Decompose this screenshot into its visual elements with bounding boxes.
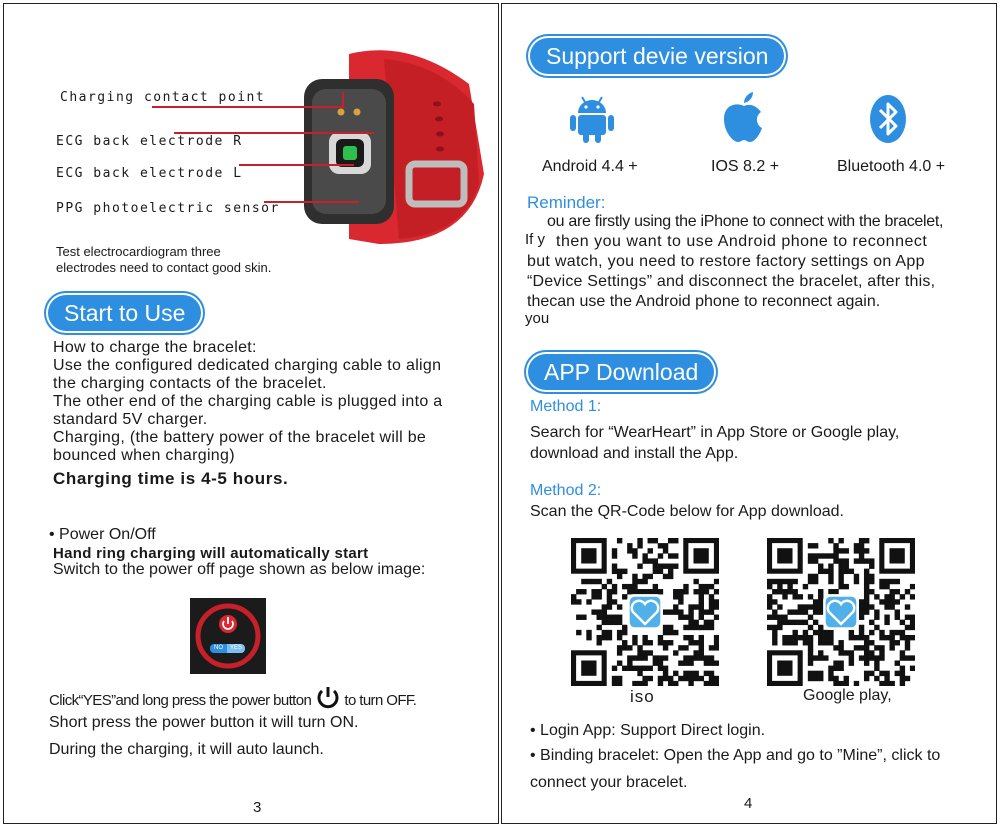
reminder-line: but watch, you need to restore factory settings on App bbox=[527, 253, 925, 270]
binding-text: Binding bracelet: Open the App and go to ”Mine”, click to bbox=[540, 747, 941, 764]
text-line: Use the configured dedicated charging cable to align bbox=[53, 357, 442, 374]
power-switch-line: Switch to the power off page shown as below image: bbox=[53, 561, 426, 578]
method1-title: Method 1: bbox=[530, 398, 602, 415]
login-bullet bbox=[530, 722, 765, 740]
note-line: electrodes need to contact good skin. bbox=[56, 260, 272, 275]
bluetooth-icon bbox=[868, 94, 908, 144]
power-icon bbox=[315, 685, 341, 711]
yes-button[interactable]: YES bbox=[227, 644, 245, 653]
reminder-line: then you want to use Android phone to reconnect bbox=[556, 233, 928, 250]
power-bold-line: Hand ring charging will automatically start bbox=[53, 545, 369, 562]
method1-line: download and install the App. bbox=[530, 445, 739, 462]
leader-line bbox=[342, 92, 344, 108]
method2-line: Scan the QR-Code below for App download. bbox=[530, 503, 844, 520]
method1-line: Search for “WearHeart” in App Store or Google play, bbox=[530, 424, 900, 441]
text-line: standard 5V charger. bbox=[53, 411, 208, 428]
binding-bullet bbox=[530, 747, 940, 765]
text-line: How to charge the bracelet: bbox=[53, 339, 257, 356]
reminder-line: “Device Settings” and disconnect the bracelet, after this, bbox=[527, 273, 936, 290]
label-ppg: PPG photoelectric sensor bbox=[56, 201, 280, 216]
reminder-line: If y bbox=[525, 231, 546, 248]
charge-instructions bbox=[53, 339, 443, 465]
left-page bbox=[3, 3, 499, 824]
qr-label-ios: iso bbox=[630, 687, 655, 706]
during-charging-line: During the charging, it will auto launch. bbox=[49, 741, 324, 758]
android-icon bbox=[564, 89, 620, 145]
text-line: The other end of the charging cable is plugged into a bbox=[53, 393, 443, 410]
watch-illustration bbox=[289, 44, 489, 244]
page-number: 3 bbox=[253, 799, 262, 816]
qr-label-google-play: Google play, bbox=[803, 687, 892, 704]
qr-code-google-play[interactable] bbox=[767, 538, 915, 686]
qr-code-ios[interactable] bbox=[571, 538, 719, 686]
leader-line bbox=[152, 106, 342, 108]
power-ring bbox=[190, 598, 266, 674]
no-button[interactable]: NO bbox=[210, 644, 227, 653]
text-line: the charging contacts of the bracelet. bbox=[53, 375, 327, 392]
bullet: • bbox=[530, 722, 541, 739]
power-bullet: • Power On/Off bbox=[49, 526, 156, 543]
support-version-heading: Support devie version bbox=[530, 38, 784, 74]
device-label-ios: IOS 8.2 + bbox=[711, 158, 780, 175]
reminder-title: Reminder: bbox=[527, 193, 606, 212]
reminder-line: ou are firstly using the iPhone to connect with the bracelet, bbox=[547, 213, 944, 230]
note-line: Test electrocardiogram three bbox=[56, 244, 221, 259]
reminder-line: you bbox=[525, 310, 550, 327]
device-label-android: Android 4.4 + bbox=[542, 158, 638, 175]
page-number: 4 bbox=[744, 795, 753, 812]
login-text: Login App: Support Direct login. bbox=[540, 722, 766, 739]
label-ecg-r: ECG back electrode R bbox=[56, 134, 243, 149]
label-ecg-l: ECG back electrode L bbox=[56, 166, 243, 181]
app-download-heading: APP Download bbox=[528, 354, 714, 390]
click-yes-line bbox=[49, 685, 416, 711]
reminder-line: thecan use the Android phone to reconnect again. bbox=[527, 293, 881, 310]
device-label-bluetooth: Bluetooth 4.0 + bbox=[837, 158, 946, 175]
leader-line bbox=[239, 164, 354, 166]
method2-title: Method 2: bbox=[530, 482, 602, 499]
text-line: bounced when charging) bbox=[53, 447, 235, 464]
apple-icon bbox=[720, 90, 768, 144]
short-press-line: Short press the power button it will turn ON. bbox=[49, 714, 359, 731]
charging-time: Charging time is 4-5 hours. bbox=[53, 469, 289, 488]
binding-line-2: connect your bracelet. bbox=[530, 774, 688, 791]
right-page bbox=[501, 3, 997, 824]
start-to-use-heading: Start to Use bbox=[48, 295, 201, 331]
text-line: Charging, (the battery power of the bracelet will be bbox=[53, 429, 427, 446]
bullet: • bbox=[530, 747, 541, 764]
text-part: Click“YES”and long press the power button bbox=[49, 692, 312, 709]
text-part: to turn OFF. bbox=[344, 692, 417, 709]
label-charging-contact: Charging contact point bbox=[60, 90, 266, 105]
power-off-screen bbox=[190, 598, 266, 674]
